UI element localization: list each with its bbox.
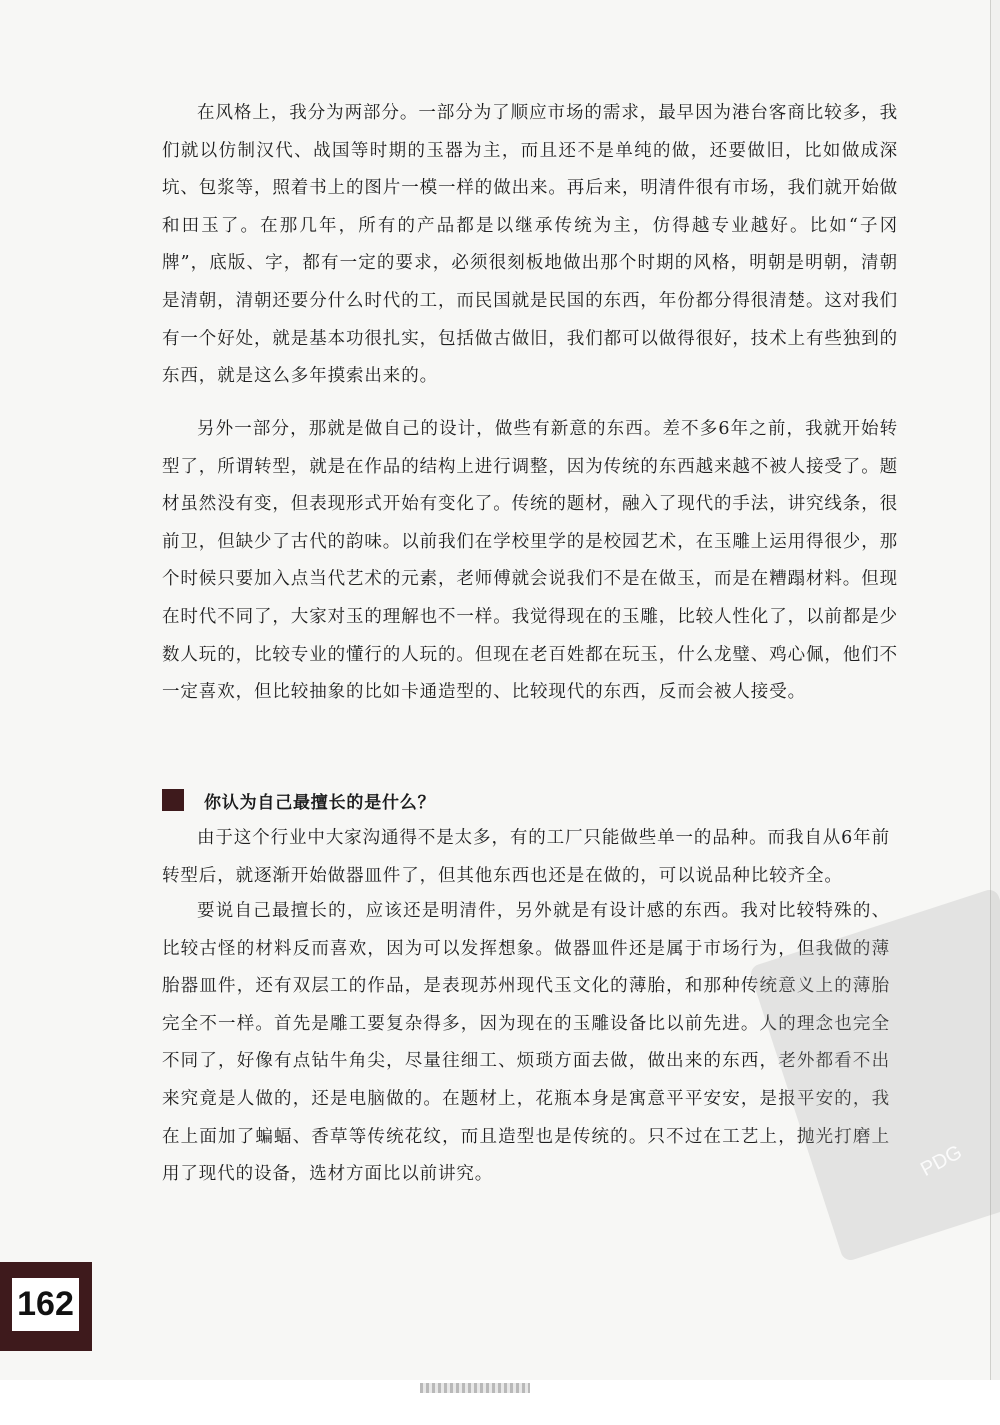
body-paragraph-1: 在风格上，我分为两部分。一部分为了顺应市场的需求，最早因为港台客商比较多，我们就以仿制汉代、战国等时期的玉器为主，而且还不是单纯的做，还要做旧，比如做成深坑、包浆等，照着书上的图片一模一样的做出来。再后来，明清件很有市场，我们就开始做和田玉了。在那几年，所有的产品都是以继承传统为主，仿得越专业越好。比如“子冈牌”，底版、字，都有一定的要求，必须很刻板地做出那个时期的风格，明朝是明朝，清朝是清朝，清朝还要分什么时代的工，而民国就是民国的东西，年份都分得很清楚。这对我们有一个好处，就是基本功很扎实，包括做古做旧，我们都可以做得很好，技术上有些独到的东西，就是这么多年摸索出来的。 — [162, 103, 898, 387]
heading-square-icon — [162, 789, 184, 811]
body-paragraph-3: 由于这个行业中大家沟通得不是太多，有的工厂只能做些单一的品种。而我自从6年前转型后，就逐渐开始做器皿件了，但其他东西也还是在做的，可以说品种比较齐全。 — [162, 828, 890, 886]
scan-binding-mark — [420, 1383, 530, 1393]
section-heading-text: 你认为自己最擅长的是什么？ — [204, 792, 436, 813]
page-number: 162 — [12, 1278, 79, 1331]
body-paragraph-2: 另外一部分，那就是做自己的设计，做些有新意的东西。差不多6年之前，我就开始转型了，所谓转型，就是在作品的结构上进行调整，因为传统的东西越来越不被人接受了。题材虽然没有变，但表现形式开始有变化了。传统的题材，融入了现代的手法，讲究线条，很前卫，但缺少了古代的韵味。以前我们在学校里学的是校园艺术，在玉雕上运用得很少，那个时候只要加入点当代艺术的元素，老师傅就会说我们不是在做玉，而是在糟蹋材料。但现在时代不同了，大家对玉的理解也不一样。我觉得现在的玉雕，比较人性化了，以前都是少数人玩的，比较专业的懂行的人玩的。但现在老百姓都在玩玉，什么龙璧、鸡心佩，他们不一定喜欢，但比较抽象的比如卡通造型的、比较现代的东西，反而会被人接受。 — [162, 419, 898, 703]
watermark-text: PDG — [917, 1141, 966, 1181]
section-heading — [162, 785, 435, 815]
body-paragraph-4: 要说自己最擅长的，应该还是明清件，另外就是有设计感的东西。我对比较特殊的、比较古怪的材料反而喜欢，因为可以发挥想象。做器皿件还是属于市场行为，但我做的薄胎器皿件，还有双层工的作品，是表现苏州现代玉文化的薄胎，和那种传统意义上的薄胎完全不一样。首先是雕工要复杂得多，因为现在的玉雕设备比以前先进。人的理念也完全不同了，好像有点钻牛角尖，尽量往细工、烦琐方面去做，做出来的东西，老外都看不出来究竟是人做的，还是电脑做的。在题材上，花瓶本身是寓意平平安安，是报平安的，我在上面加了蝙蝠、香草等传统花纹，而且造型也是传统的。只不过在工艺上，抛光打磨上用了现代的设备，选材方面比以前讲究。 — [162, 901, 890, 1185]
